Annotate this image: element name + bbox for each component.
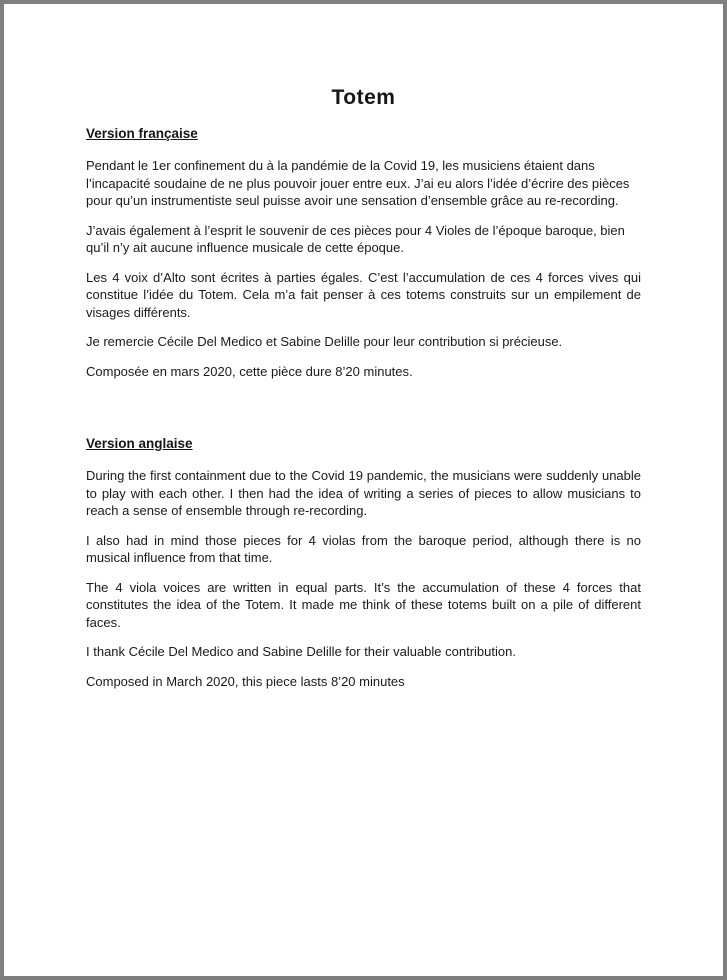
document-content bbox=[4, 4, 723, 976]
paragraph: During the first containment due to the Covid 19 pandemic, the musicians were suddenly unable to play with each other. I then had the idea of writing a series of pieces to allow musicians to reach a sense of ensemble through re-recording. bbox=[86, 468, 641, 518]
paragraph: Composée en mars 2020, cette pièce dure 8’20 minutes. bbox=[86, 363, 413, 379]
section-english-heading: Version anglaise bbox=[86, 436, 193, 451]
section-english bbox=[86, 436, 641, 690]
paragraph: Je remercie Cécile Del Medico et Sabine Delille pour leur contribution si précieuse. bbox=[86, 334, 563, 349]
paragraph: J’avais également à l’esprit le souvenir de ces pièces pour 4 Violes de l’époque baroque, bien qu’il n’y ait aucune influence musicale de cette époque. bbox=[86, 222, 625, 255]
paragraph: I thank Cécile Del Medico and Sabine Delille for their valuable contribution. bbox=[86, 644, 516, 659]
paragraph: Pendant le 1er confinement du à la pandémie de la Covid 19, les musiciens étaient dans l’incapacité soudaine de ne plus pouvoir jouer entre eux. J’ai eu alors l’idée d’écrire des pièces pour qu’un instrumentiste seul puisse avoir une sensation d’ensemble grâce au re-recording. bbox=[86, 158, 630, 208]
paragraph: The 4 viola voices are written in equal parts. It’s the accumulation of these 4 forces that constitutes the idea of the Totem. It made me think of these totems built on a pile of different faces. bbox=[86, 579, 641, 630]
document-title: Totem bbox=[331, 86, 396, 109]
section-french-heading: Version française bbox=[86, 126, 198, 141]
paragraph: Les 4 voix d’Alto sont écrites à parties égales. C’est l’accumulation de ces 4 forces vives qui constitue l’idée du Totem. Cela m’a fait penser à ces totems construits sur un empilement de visages différents. bbox=[86, 269, 641, 320]
paragraph: I also had in mind those pieces for 4 violas from the baroque period, although there is no musical influence from that time. bbox=[86, 532, 641, 565]
paragraph: Composed in March 2020, this piece lasts 8’20 minutes bbox=[86, 673, 405, 689]
section-french bbox=[86, 126, 641, 380]
